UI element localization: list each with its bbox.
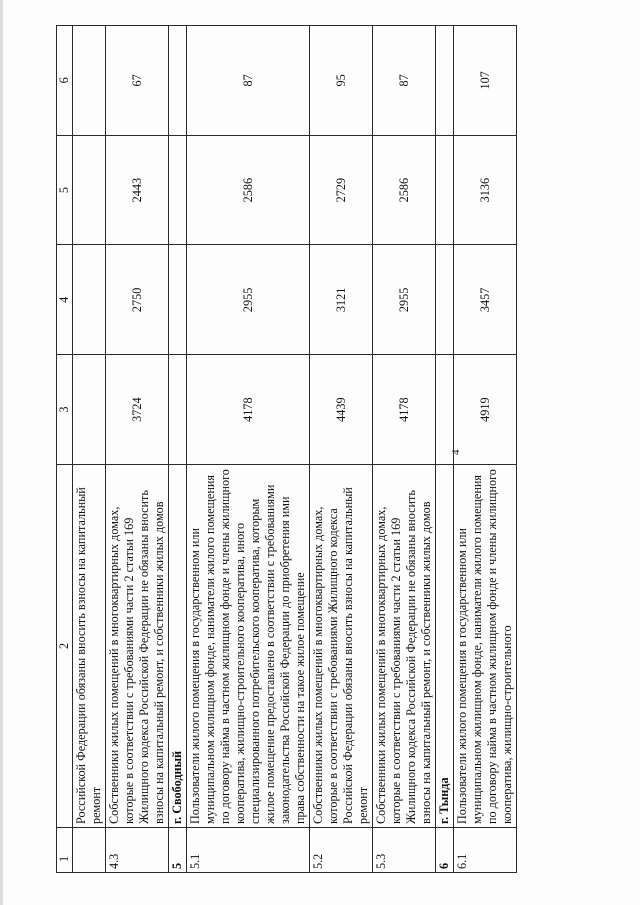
empty-cell xyxy=(169,355,187,465)
empty-cell xyxy=(169,135,187,245)
header-cell-6: 6 xyxy=(57,26,73,136)
section-number: 5 xyxy=(169,828,187,873)
row-description: Собственники жилых помещений в многоквартирных домах, которые в соответствии с требованиями Жилищного кодекса Российской Федерации обязаны вносить взносы на капитальный ремонт xyxy=(310,465,373,828)
header-cell-5: 5 xyxy=(57,135,73,245)
row-description: Российской Федерации обязаны вносить взносы на капитальный ремонт xyxy=(73,465,106,828)
table-row xyxy=(187,26,310,873)
section-title: г. Тында xyxy=(436,465,454,828)
value-col-3: 3724 xyxy=(106,355,169,465)
table-body xyxy=(57,26,517,873)
section-row xyxy=(169,26,187,873)
row-number: 5.1 xyxy=(187,828,310,873)
row-number: 6.1 xyxy=(454,828,517,873)
value-col-6: 67 xyxy=(106,26,169,136)
table-row xyxy=(310,26,373,873)
value-col-4: 3457 xyxy=(454,245,517,355)
value-col-5 xyxy=(73,135,106,245)
section-number: 6 xyxy=(436,828,454,873)
row-description: Пользователи жилого помещения в государственном или муниципальном жилищном фонде, наниматели жилого помещения по договору найма в частном жилищном фонде и члены жилищного кооператива, жилищно-строительного кооператива, иного специализированного потребительского кооператива, которым жилое помещение предоставлено в соответствии с требованиями законодательства Российской Федерации до приобретения ими права собственности на такое жилое помещение xyxy=(187,465,310,828)
section-row xyxy=(436,26,454,873)
value-col-6: 95 xyxy=(310,26,373,136)
value-col-3: 4178 xyxy=(373,355,436,465)
value-col-6: 87 xyxy=(373,26,436,136)
empty-cell xyxy=(169,26,187,136)
header-cell-2: 2 xyxy=(57,465,73,828)
value-col-5: 2729 xyxy=(310,135,373,245)
page-number: 4 xyxy=(450,449,462,455)
row-number: 4.3 xyxy=(106,828,169,873)
value-col-4: 2955 xyxy=(187,245,310,355)
value-col-4: 3121 xyxy=(310,245,373,355)
tariff-table xyxy=(56,25,517,873)
value-col-3: 4178 xyxy=(187,355,310,465)
header-cell-3: 3 xyxy=(57,355,73,465)
empty-cell xyxy=(436,26,454,136)
header-cell-1: 1 xyxy=(57,828,73,873)
header-cell-4: 4 xyxy=(57,245,73,355)
row-description: Собственники жилых помещений в многоквартирных домах, которые в соответствии с требованиями части 2 статьи 169 Жилищного кодекса Российской Федерации не обязаны вносить взносы на капитальный ремонт, и собственники жилых домов xyxy=(106,465,169,828)
value-col-3: 4439 xyxy=(310,355,373,465)
value-col-6: 87 xyxy=(187,26,310,136)
empty-cell xyxy=(436,135,454,245)
header-row xyxy=(57,26,73,873)
table-row xyxy=(454,26,517,873)
row-description: Пользователи жилого помещения в государственном или муниципальном жилищном фонде, наниматели жилого помещения по договору найма в частном жилищном фонде и члены жилищного кооператива, жилищно-строительного xyxy=(454,465,517,828)
value-col-5: 2586 xyxy=(373,135,436,245)
empty-cell xyxy=(436,355,454,465)
value-col-6: 107 xyxy=(454,26,517,136)
continuation-row xyxy=(73,26,106,873)
row-number xyxy=(73,828,106,873)
value-col-6 xyxy=(73,26,106,136)
table-row xyxy=(106,26,169,873)
value-col-4: 2750 xyxy=(106,245,169,355)
table-row xyxy=(373,26,436,873)
value-col-3: 4919 xyxy=(454,355,517,465)
row-description: Собственники жилых помещений в многоквартирных домах, которые в соответствии с требованиями части 2 статьи 169 Жилищного кодекса Российской Федерации не обязаны вносить взносы на капитальный ремонт, и собственники жилых домов xyxy=(373,465,436,828)
value-col-5: 2443 xyxy=(106,135,169,245)
section-title: г. Свободный xyxy=(169,465,187,828)
value-col-5: 2586 xyxy=(187,135,310,245)
value-col-4: 2955 xyxy=(373,245,436,355)
empty-cell xyxy=(169,245,187,355)
empty-cell xyxy=(436,245,454,355)
value-col-3 xyxy=(73,355,106,465)
value-col-4 xyxy=(73,245,106,355)
row-number: 5.3 xyxy=(373,828,436,873)
row-number: 5.2 xyxy=(310,828,373,873)
value-col-5: 3136 xyxy=(454,135,517,245)
